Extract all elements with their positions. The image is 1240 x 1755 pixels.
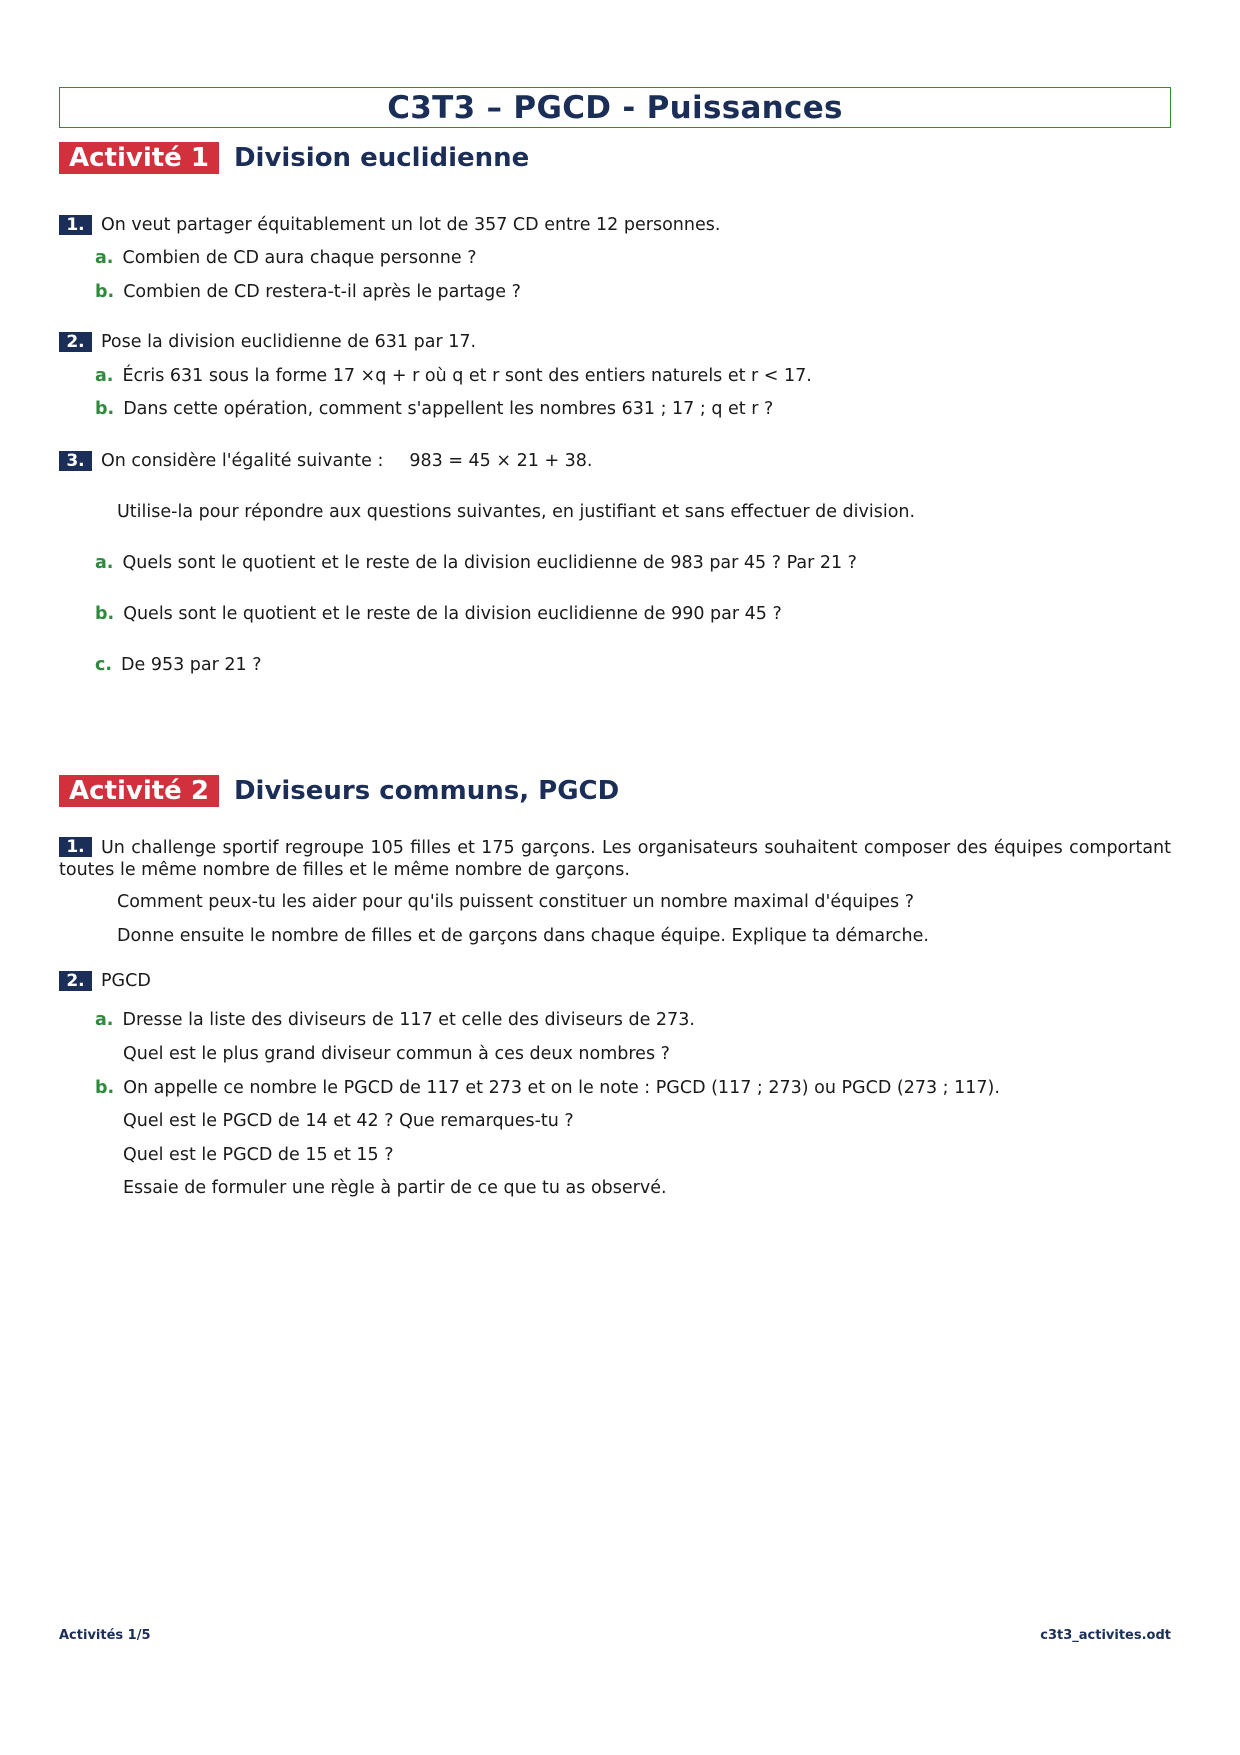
a1-q1b [95, 281, 521, 303]
a1-q3 [59, 450, 593, 472]
a2-q2a-label: a. [95, 1010, 114, 1030]
a1-q2 [59, 331, 476, 353]
a1-q3b [95, 603, 782, 625]
a1-q3a-text: Quels sont le quotient et le reste de la division euclidienne de 983 par 45 ? Par 21 ? [122, 553, 857, 573]
a2-q1-line2: Comment peux-tu les aider pour qu'ils puissent constituer un nombre maximal d'équipes ? [117, 892, 914, 912]
activity2-badge: Activité 2 [59, 775, 219, 807]
a2-q2b-line4: Essaie de formuler une règle à partir de ce que tu as observé. [123, 1178, 667, 1198]
footer-right: c3t3_activites.odt [1040, 1628, 1171, 1643]
a1-q2-text: Pose la division euclidienne de 631 par 17. [101, 332, 477, 352]
a2-q2-text: PGCD [101, 971, 151, 991]
a1-q3c-text: De 953 par 21 ? [121, 655, 262, 675]
a2-q1-number: 1. [59, 837, 92, 857]
page-title: C3T3 – PGCD - Puissances [387, 89, 843, 126]
a1-q2a-label: a. [95, 366, 114, 386]
a1-q2b [95, 398, 773, 420]
footer-left: Activités 1/5 [59, 1628, 151, 1643]
a2-q2b-line3: Quel est le PGCD de 15 et 15 ? [123, 1145, 394, 1165]
activity1-header [59, 142, 529, 174]
a1-q1a-label: a. [95, 248, 114, 268]
activity1-badge: Activité 1 [59, 142, 219, 174]
a2-q2a-text: Dresse la liste des diviseurs de 117 et celle des diviseurs de 273. [122, 1010, 695, 1030]
a2-q2a [95, 1009, 695, 1031]
a2-q1 [59, 837, 1171, 881]
a2-q2b-label: b. [95, 1078, 115, 1098]
a1-q1b-text: Combien de CD restera-t-il après le partage ? [123, 282, 521, 302]
a2-q2b-line2: Quel est le PGCD de 14 et 42 ? Que remarques-tu ? [123, 1111, 574, 1131]
a1-q3-equation: 983 = 45 × 21 + 38. [409, 451, 593, 471]
a1-q2b-text: Dans cette opération, comment s'appellent les nombres 631 ; 17 ; q et r ? [123, 399, 774, 419]
a1-q1-number: 1. [59, 215, 92, 235]
a2-q2-number: 2. [59, 971, 92, 991]
a1-q1a [95, 247, 477, 269]
title-box [59, 87, 1171, 128]
a2-q2b-text: On appelle ce nombre le PGCD de 117 et 273 et on le note : PGCD (117 ; 273) ou PGCD (273 ; 117). [123, 1078, 1000, 1098]
a1-q2b-label: b. [95, 399, 115, 419]
a2-q1-text: Un challenge sportif regroupe 105 filles et 175 garçons. Les organisateurs souhaitent composer des équipes comportant toutes le même nombre de filles et le même nombre de garçons. [59, 838, 1171, 880]
a1-q1 [59, 214, 720, 236]
a1-q2-number: 2. [59, 332, 92, 352]
a1-q1b-label: b. [95, 282, 115, 302]
a1-q3c-label: c. [95, 655, 113, 675]
a1-q3-intro: Utilise-la pour répondre aux questions suivantes, en justifiant et sans effectuer de division. [117, 502, 916, 522]
a1-q3b-label: b. [95, 604, 115, 624]
activity1-title: Division euclidienne [233, 143, 530, 173]
a1-q3b-text: Quels sont le quotient et le reste de la division euclidienne de 990 par 45 ? [123, 604, 782, 624]
a1-q2a [95, 365, 812, 387]
a1-q1a-text: Combien de CD aura chaque personne ? [122, 248, 477, 268]
a2-q2b [95, 1077, 1000, 1099]
a1-q3a-label: a. [95, 553, 114, 573]
a2-q2a-line2: Quel est le plus grand diviseur commun à ces deux nombres ? [123, 1044, 670, 1064]
activity2-title: Diviseurs communs, PGCD [233, 776, 620, 806]
a1-q3-text: On considère l'égalité suivante : [101, 451, 384, 471]
a1-q1-text: On veut partager équitablement un lot de 357 CD entre 12 personnes. [101, 215, 721, 235]
a1-q3-number: 3. [59, 451, 92, 471]
a1-q3a [95, 552, 857, 574]
a2-q1-line3: Donne ensuite le nombre de filles et de garçons dans chaque équipe. Explique ta démarche. [117, 926, 929, 946]
a1-q2a-text: Écris 631 sous la forme 17 ×q + r où q et r sont des entiers naturels et r < 17. [122, 366, 812, 386]
a2-q2 [59, 970, 151, 992]
activity2-header [59, 775, 619, 807]
a1-q3c [95, 654, 262, 676]
